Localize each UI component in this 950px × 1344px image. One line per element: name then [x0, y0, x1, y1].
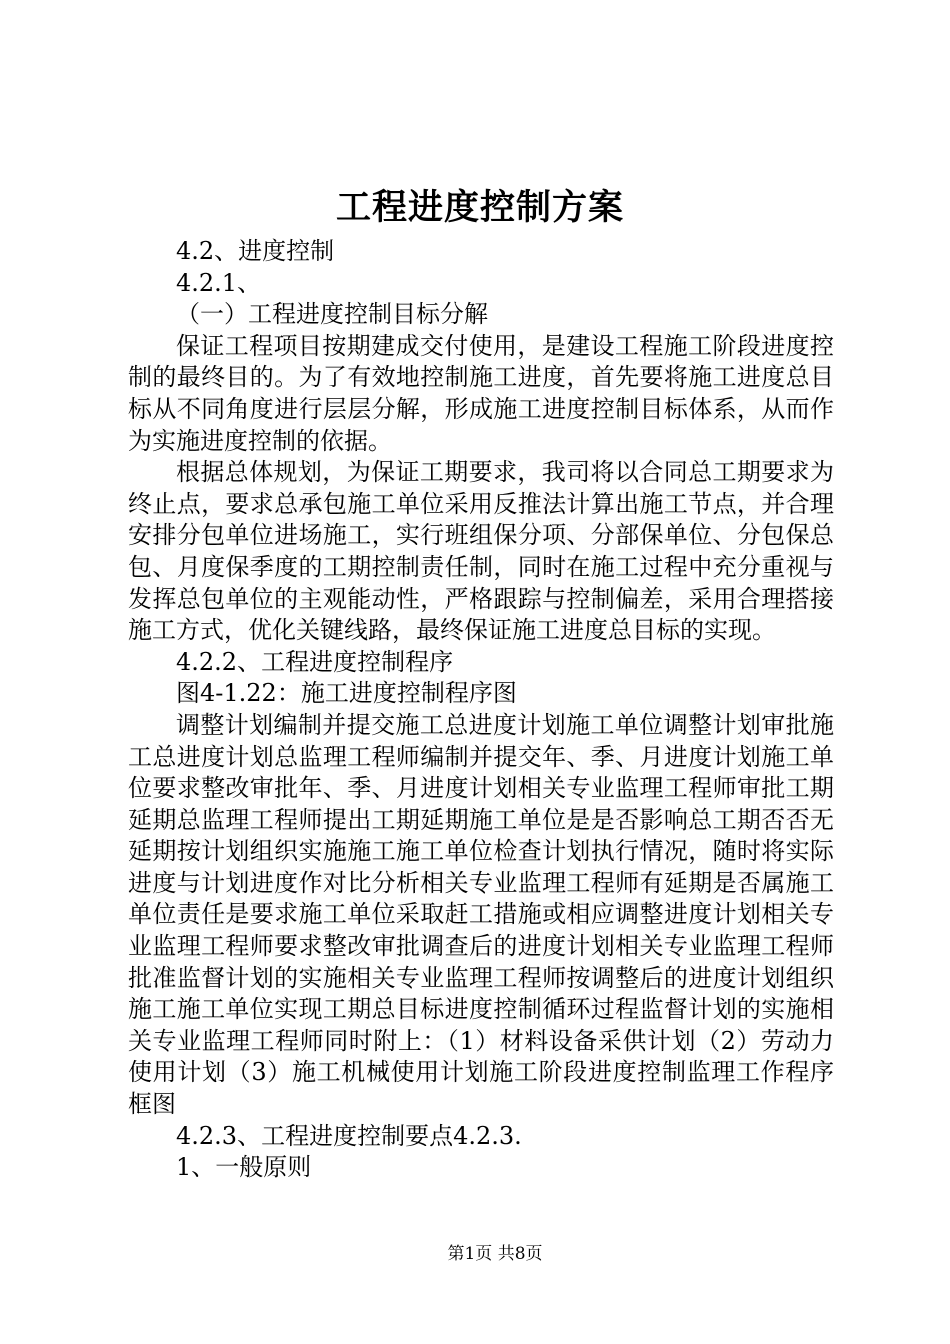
- section-heading-4-2-3: 4.2.3、工程进度控制要点4.2.3.: [176, 1121, 522, 1150]
- paragraph-goal-decomposition: 保证工程项目按期建成交付使用，是建设工程施工阶段进度控制的最终目的。为了有效地控制施工进度，首先要将施工进度总目标从不同角度进行层层分解，形成施工进度控制目标体系，从而作为实施进度控制的依据。: [128, 331, 834, 455]
- subsection-heading-progress-goal: （一）工程进度控制目标分解: [176, 300, 488, 329]
- section-heading-4-2: 4.2、进度控制: [176, 237, 335, 265]
- figure-caption: 图4-1.22：施工进度控制程序图: [176, 679, 517, 708]
- page-footer: 第1页 共8页: [447, 1244, 543, 1264]
- document-body: [128, 236, 834, 1184]
- section-heading-4-2-1: 4.2.1、: [176, 268, 262, 297]
- paragraph-overall-planning: 根据总体规划，为保证工期要求，我司将以合同总工期要求为终止点，要求总承包施工单位采用反推法计算出施工节点，并合理安排分包单位进场施工，实行班组保分项、分部保单位、分包保总包、月度保季度的工期控制责任制，同时在施工过程中充分重视与发挥总包单位的主观能动性，严格跟踪与控制偏差，采用合理搭接施工方式，优化关键线路，最终保证施工进度总目标的实现。: [128, 458, 834, 645]
- paragraph-control-procedure: 调整计划编制并提交施工总进度计划施工单位调整计划审批施工总进度计划总监理工程师编制并提交年、季、月进度计划施工单位要求整改审批年、季、月进度计划相关专业监理工程师审批工期延期总监理工程师提出工期延期施工单位是是否影响总工期否否无延期按计划组织实施施工施工单位检查计划执行情况，随时将实际进度与计划进度作对比分析相关专业监理工程师有延期是否属施工单位责任是要求施工单位采取赶工措施或相应调整进度计划相关专业监理工程师要求整改审批调查后的进度计划相关专业监理工程师批准监督计划的实施相关专业监理工程师按调整后的进度计划组织施工施工单位实现工期总目标进度控制循环过程监督计划的实施相关专业监理工程师同时附上：（1）材料设备采供计划（2）劳动力使用计划（3）施工机械使用计划施工阶段进度控制监理工作程序框图: [128, 710, 834, 1119]
- document-title: 工程进度控制方案: [335, 187, 624, 228]
- section-heading-4-2-2: 4.2.2、工程进度控制程序: [176, 647, 454, 676]
- subsection-heading-general-principles: 1、一般原则: [176, 1153, 312, 1182]
